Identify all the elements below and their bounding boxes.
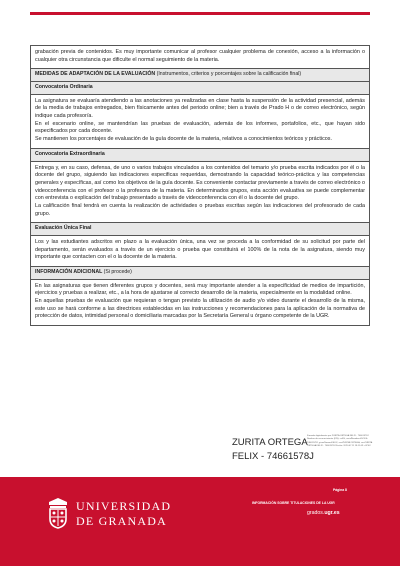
ordinaria-paragraph-1: La asignatura se evaluaría atendiendo a las anotaciones ya realizadas en clase hasta la suspensión de la actividad presencial, además de la media de trabajos entregados, bien físicamente antes del periodo online; bien a través de Prado H o de correo electrónico, según indique cada profesor/a.: [35, 97, 365, 120]
medidas-subtitle: (Instrumentos, criterios y porcentajes sobre la calificación final): [156, 71, 302, 78]
page-footer: [0, 477, 400, 566]
medidas-header: [31, 69, 369, 81]
extraordinaria-paragraph-2: La calificación final tendrá en cuenta la realización de actividades o pruebas escritas según las indicaciones del profesorado de cada grupo.: [35, 202, 365, 217]
extraordinaria-paragraph-1: Entrega y, en su caso, defensa, de uno o varios trabajos vinculados a los contenidos del temario y/o prueba escrita indicados por él o la docente del grupo, siguiendo las indicaciones especificas requeridas, demostrando la capacidad teórico-práctica y las competencias generales y específicas, así como los objetivos de la guía docente. Es conveniente contactar previamente a través de correo electrónico o videoconferencia con el profesor o la profesora de la materia. En determinados grupos, esta acción evaluativa se puede complementar con entrevista o explicación del trabajo presentado a través de videoconferencia con él o la docente del grupo.: [35, 164, 365, 202]
evaluation-document: [30, 45, 370, 326]
ordinaria-paragraph-2: En el escenario online, se mantendrían las pruebas de evaluación, además de los informes, portafolios, etc., que hayan sido especificados por cada docente.: [35, 120, 365, 135]
university-name-line2: DE GRANADA: [76, 514, 167, 528]
footer-url-separator: .: [322, 510, 325, 516]
ordinaria-header: Convocatoria Ordinaria: [31, 82, 369, 95]
unica-section: [31, 222, 369, 266]
adicional-paragraph-1: En las asignaturas que tienen diferentes grupos y docentes, será muy importante atender a la especificidad de medios de impartición, ejercicios y pruebas a realizar, etc., a la hora de ajustarse al correcto desarrollo de la materia, especialmente en la modalidad online.: [35, 282, 365, 297]
university-name-line1: UNIVERSIDAD: [76, 499, 172, 513]
top-accent-bar: [30, 12, 370, 15]
intro-section: [31, 46, 369, 68]
adicional-subtitle: (Si procede): [103, 268, 132, 275]
adicional-header: [31, 267, 369, 280]
ordinaria-section: [31, 81, 369, 148]
adicional-section: [31, 266, 369, 325]
signature-name-line2: FELIX - 74661578J: [232, 450, 314, 462]
extraordinaria-section: [31, 148, 369, 222]
medidas-section: [31, 68, 369, 81]
adicional-paragraph-2: En aquellas pruebas de evaluación que requieran o tengan previsto la utilización de audio y/o video durante el desarrollo de la misma, este uso se hará conforme a las directrices establecidas en las instrucciones y recomendaciones para la aplicación de la normativa de protección de datos, intimidad personal o domiciliaria marcadas por la Secretaría General u órgano competente de la UGR.: [35, 298, 365, 320]
medidas-title: MEDIDAS DE ADAPTACIÓN DE LA EVALUACIÓN: [35, 71, 156, 78]
adicional-title: INFORMACIÓN ADICIONAL: [35, 268, 103, 275]
footer-url-domain: ugr.es: [324, 510, 340, 516]
footer-url[interactable]: [307, 510, 340, 516]
unica-paragraph: Los y las estudiantes adscritos en plazo a la evaluación única, una vez se proceda a la conformidad de su solicitud por parte del departamento, serán evaluados a través de un ejercicio o prueba que constituirá el 100% de la nota de la asignatura, siendo muy importante que contacten con el o la docente de la materia.: [35, 238, 365, 261]
signature-name-line1: ZURITA ORTEGA: [232, 437, 308, 448]
footer-url-main: grados: [307, 510, 323, 516]
ordinaria-paragraph-3: Se mantienen los porcentajes de evaluación de la guía docente de la materia, relativos a conocimientos teóricos y prácticos.: [35, 136, 332, 143]
unica-header: Evaluación Única Final: [31, 223, 369, 236]
intro-paragraph: grabación previa de contenidos. Es muy importante comunicar al profesor cualquier problema de conexión, acceso a la información o cualquier otra circunstancia que dificulte el normal seguimiento de la materia.: [35, 49, 365, 63]
signature-details: Firmado digitalmente por ZURITA ORTEGA FELIX - 74661578J Nombre de reconocimiento (DN): c=ES, serialNumber=IDCES-74661578J, givenName=FELIX, sn=ZURITA ORTEGA, cn=ZURITA ORTEGA FELIX - 74661578J Fecha: 2020.07.11 18:11:09 +02'00': [307, 435, 373, 447]
digital-signature: [232, 433, 372, 473]
extraordinaria-header: Convocatoria Extraordinaria: [31, 149, 369, 162]
footer-title: INFORMACIÓN SOBRE TITULACIONES DE LA UGR: [252, 501, 335, 505]
university-crest-icon: [45, 497, 71, 529]
page-number: Página 8: [333, 488, 347, 492]
signature-name: [232, 436, 314, 464]
